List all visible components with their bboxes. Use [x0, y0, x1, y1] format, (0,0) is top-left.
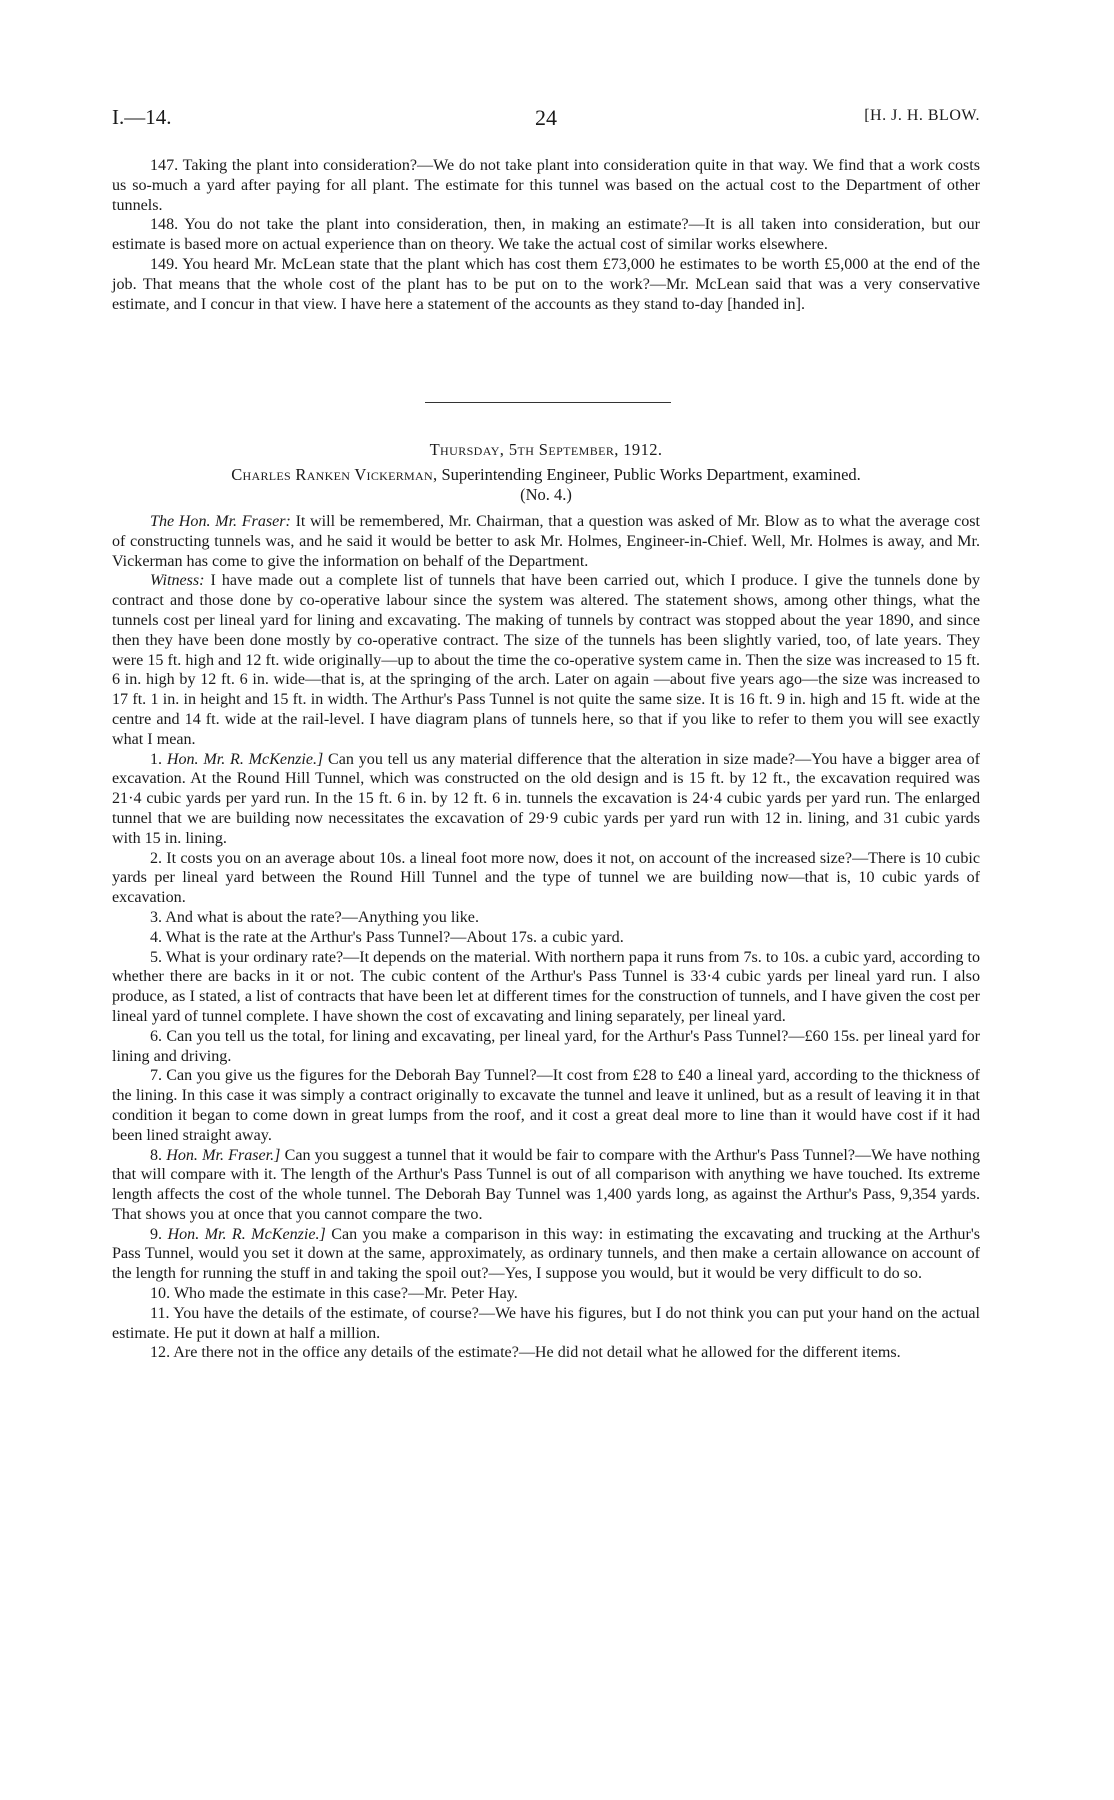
witness-role: Superintending Engineer, Public Works Department, examined. [441, 465, 861, 484]
speaker-label: Hon. Mr. Fraser.] [166, 1146, 281, 1164]
paragraph: 9. Hon. Mr. R. McKenzie.] Can you make a comparison in this way: in estimating the excavating and trucking at the Arthur's Pass Tunnel, would you set it down at the same, approximately, as ordinary tunnels, and then make a certain allowance on account of the length for running the stuff in and taking the spoil out?—Yes, I suppose you would, but it would be very difficult to do so. [112, 1225, 980, 1283]
paragraph: 4. What is the rate at the Arthur's Pass Tunnel?—About 17s. a cubic yard. [150, 928, 624, 946]
speaker-label: Witness: [150, 572, 205, 590]
witness-heading [112, 465, 980, 505]
paragraph: 147. Taking the plant into consideration?—We do not take plant into consideration quite in that way. We find that a work costs us so-much a yard after paying for all plant. The estimate for this tunnel was based on the actual cost to the Department of other tunnels. [112, 157, 980, 214]
paragraph: 1. Hon. Mr. R. McKenzie.] Can you tell us any material difference that the alteration in size made?—You have a bigger area of excavation. At the Round Hill Tunnel, which was constructed on the old design and is 15 ft. by 12 ft., the excavation required was 21·4 cubic yards per yard run. In the 15 ft. 6 in. by 12 ft. 6 in. tunnels the excavation is 24·4 cubic yards per yard run. The enlarged tunnel that we are building now necessitates the excavation of 29·9 cubic yards per yard run with 12 in. lining, and 31 cubic yards with 15 in. lining. [112, 750, 980, 847]
paper-reference: I.—14. [112, 105, 172, 129]
page-header [112, 105, 980, 135]
paragraph: 10. Who made the estimate in this case?—Mr. Peter Hay. [150, 1285, 518, 1303]
paragraph: 149. You heard Mr. McLean state that the plant which has cost them £73,000 he estimates to be worth £5,000 at the end of the job. That means that the whole cost of the plant has to be put on to the work?—Mr. McLean said that was a very conservative estimate, and I concur in that view. I have here a statement of the accounts as they stand to-day [handed in]. [112, 255, 980, 313]
paragraph: The Hon. Mr. Fraser: It will be remembered, Mr. Chairman, that a question was asked of Mr. Blow as to what the average cost of constructing tunnels was, and he said it would be better to ask Mr. Holmes, Engineer-in-Chief. Well, Mr. Holmes is away, and Mr. Vickerman has come to give the information on behalf of the Department. [112, 513, 981, 570]
paragraph: 148. You do not take the plant into consideration, then, in making an estimate?—It is all taken into consideration, but our estimate is based more on actual experience than on theory. We take the actual cost of similar works elsewhere. [112, 216, 980, 254]
paragraph: 3. And what is about the rate?—Anything you like. [150, 908, 479, 926]
witness-number: (No. 4.) [520, 484, 572, 504]
paragraph: 7. Can you give us the figures for the Deborah Bay Tunnel?—It cost from £28 to £40 a lineal yard, according to the thickness of the lining. In this case it was simply a contract originally to excavate the tunnel and leave it unlined, but as a result of leaving it in that condition it began to come down in great lumps from the roof, and it cost a great deal more to line than it would have cost if it had been lined straight away. [112, 1067, 980, 1144]
date-heading: Thursday, 5th September, 1912. [429, 440, 663, 459]
speaker-label: The Hon. Mr. Fraser: [150, 513, 291, 530]
section-2 [112, 512, 980, 1363]
section-divider [425, 402, 671, 403]
speaker-label: Hon. Mr. R. McKenzie.] [167, 1225, 326, 1243]
witness-running-head: [H. J. H. BLOW. [864, 107, 980, 124]
page-number: 24 [535, 105, 557, 130]
paragraph: 5. What is your ordinary rate?—It depends on the material. With northern papa it runs from 7s. to 10s. a cubic yard, according to whether there are backs in it or not. The cubic content of the Arthur's Pass Tunnel is 33·4 cubic yards per lineal yard run. I also produce, as I stated, a list of contracts that have been let at different times for the construction of tunnels, and I have given the cost per lineal yard of tunnel complete. I have shown the cost of excavating and lining separately, per lineal yard. [112, 948, 980, 1025]
speaker-label: Hon. Mr. R. McKenzie.] [166, 750, 324, 768]
paragraph: Witness: I have made out a complete list of tunnels that have been carried out, which I produce. I give the tunnels done by contract and those done by co-operative labour since the system was altered. The statement shows, among other things, what the tunnels cost per lineal yard for lining and excavating. The making of tunnels by contract was stopped about the year 1890, and since then they have been done mostly by co-operative contract. The size of the tunnels has been slightly varied, too, of late years. They were 15 ft. high and 12 ft. wide originally—up to about the time the co-operative system came in. Then the size was increased to 15 ft. 6 in. high by 12 ft. 6 in. wide—that is, at the springing of the arch. Later on again —about five years ago—the size was increased to 17 ft. 1 in. in height and 15 ft. in width. The Arthur's Pass Tunnel is not quite the same size. It is 16 ft. 9 in. high and 15 ft. wide at the centre and 14 ft. wide at the rail-level. I have diagram plans of tunnels here, so that if you like to refer to them you will see exactly what I mean. [112, 572, 980, 748]
paragraph: 6. Can you tell us the total, for lining and excavating, per lineal yard, for the Arthur's Pass Tunnel?—£60 15s. per lineal yard for lining and driving. [112, 1027, 980, 1065]
paragraph: 8. Hon. Mr. Fraser.] Can you suggest a tunnel that it would be fair to compare with the Arthur's Pass Tunnel?—We have nothing that will compare with it. The length of the Arthur's Pass Tunnel is out of all comparison with anything we have touched. Its extreme length affects the cost of the whole tunnel. The Deborah Bay Tunnel was 1,400 yards long, as against the Arthur's Pass, 9,354 yards. That shows you at once that you cannot compare the two. [112, 1146, 981, 1223]
paragraph: 2. It costs you on an average about 10s. a lineal foot more now, does it not, on account of the increased size?—There is 10 cubic yards per lineal yard between the Round Hill Tunnel and the type of tunnel we are building now—that is, 10 cubic yards of excavation. [112, 849, 980, 907]
paragraph: 11. You have the details of the estimate, of course?—We have his figures, but I do not think you can put your hand on the actual estimate. He put it down at half a million. [112, 1304, 980, 1342]
section-1 [112, 156, 980, 314]
paragraph: 12. Are there not in the office any details of the estimate?—He did not detail what he allowed for the different items. [150, 1344, 901, 1362]
witness-name: Charles Ranken Vickerman, [231, 465, 438, 484]
